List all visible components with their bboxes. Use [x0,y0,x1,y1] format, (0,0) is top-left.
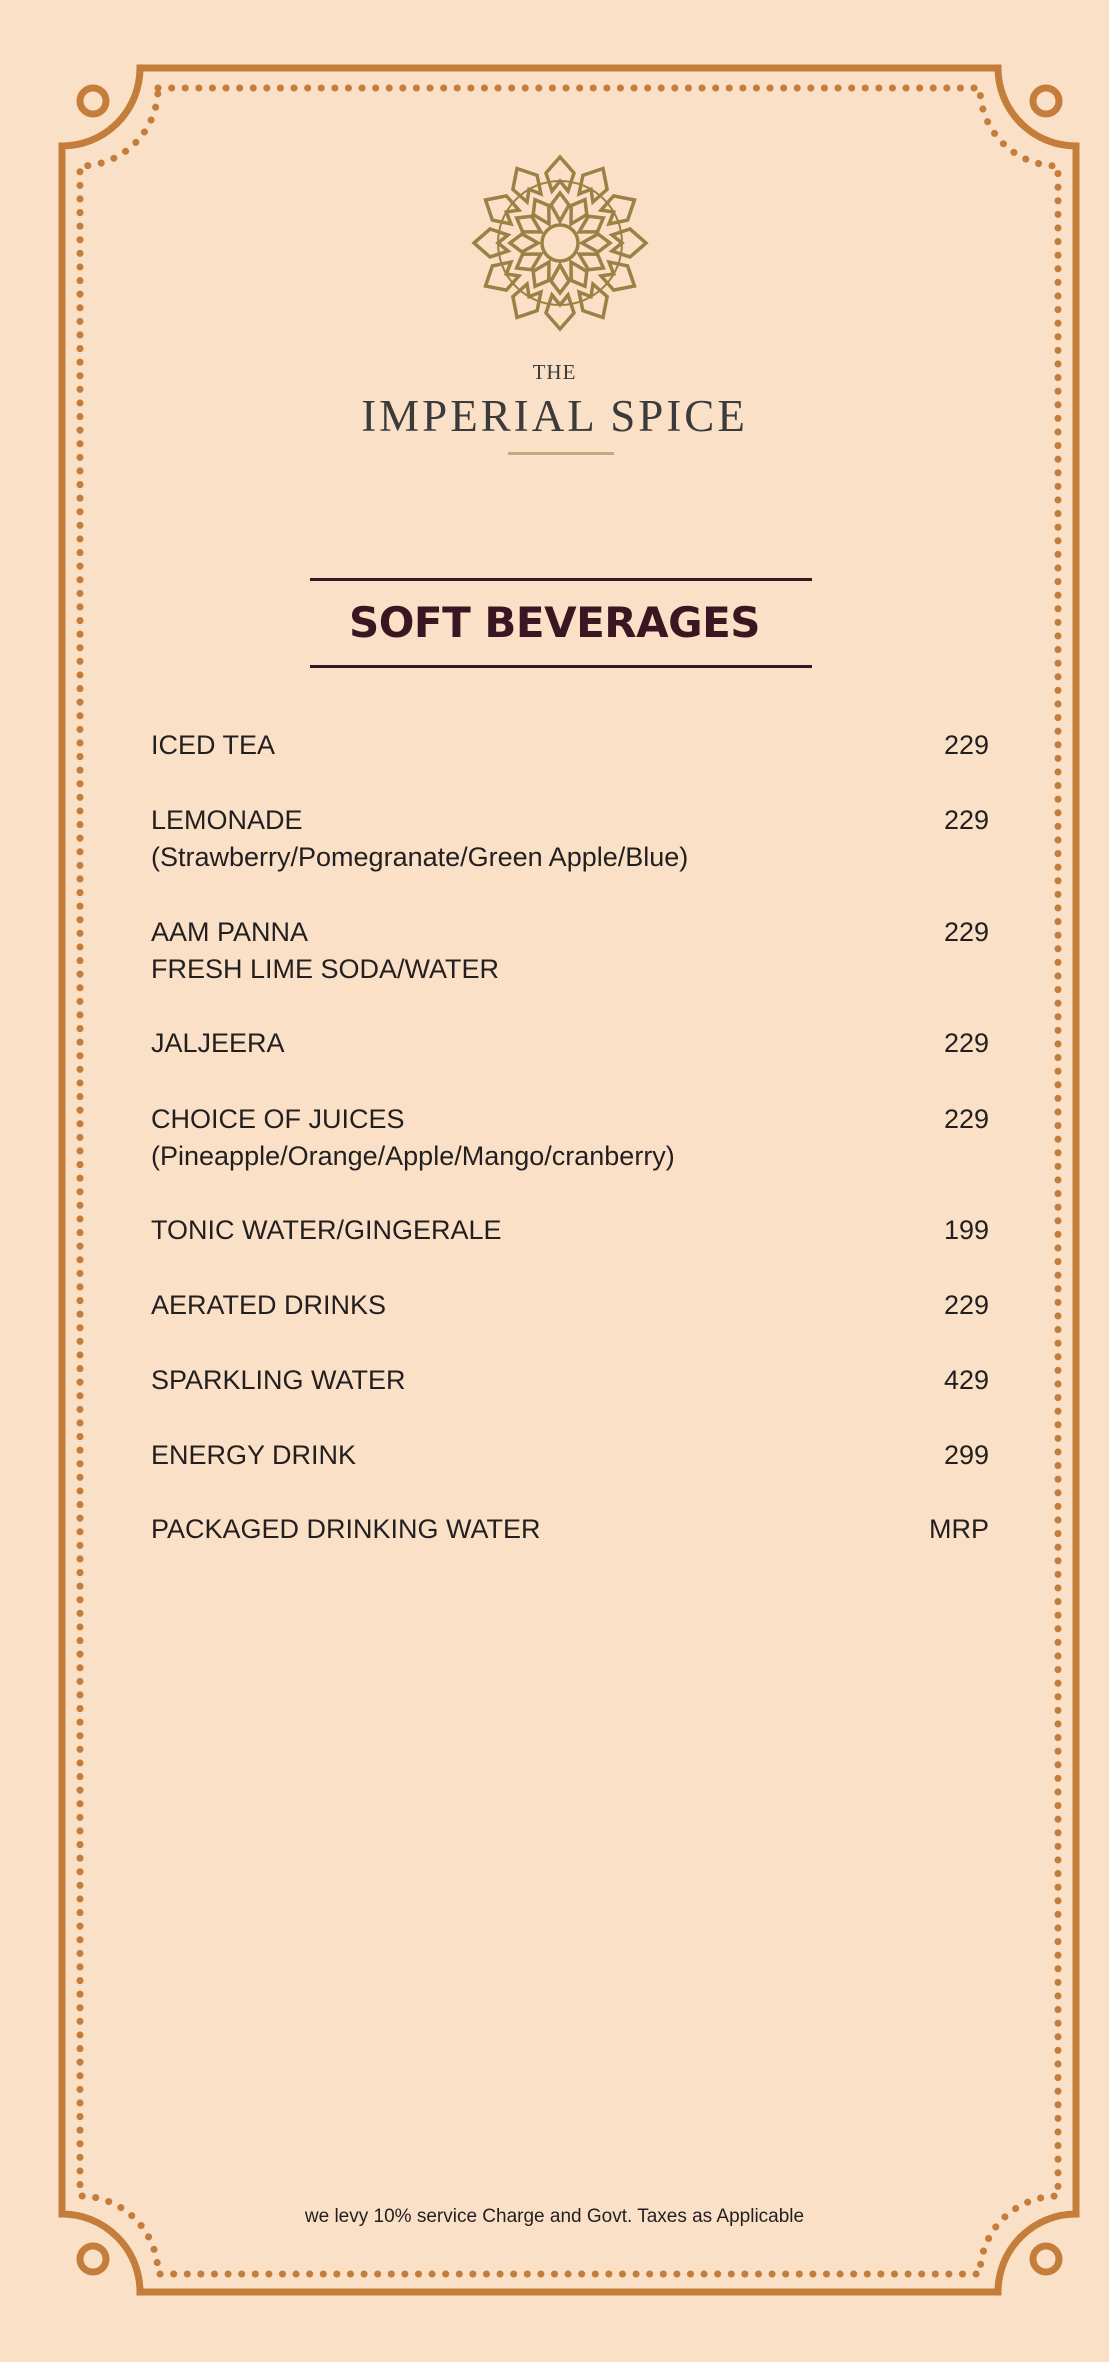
item-price: 199 [943,1215,989,1245]
item-price: 229 [943,730,989,760]
item-name: LEMONADE [151,805,303,835]
title-rule-bottom [310,665,812,668]
service-charge-note: we levy 10% service Charge and Govt. Taxes as Applicable [304,2206,805,2227]
corner-ring-bottom-right [1033,2246,1059,2272]
item-price: MRP [929,1514,989,1544]
corner-ring-top-right [1033,88,1059,114]
item-description: (Pineapple/Orange/Apple/Mango/cranberry) [151,1141,675,1171]
item-price: 299 [943,1440,989,1470]
item-name: AAM PANNA [151,917,309,947]
item-name: AERATED DRINKS [151,1290,387,1320]
item-name: PACKAGED DRINKING WATER [151,1514,541,1544]
mandala-emblem-icon [470,152,650,334]
item-name: ICED TEA [151,730,276,760]
item-price: 229 [943,1028,989,1058]
corner-ring-top-left [80,88,106,114]
item-price: 229 [943,1104,989,1134]
item-description: (Strawberry/Pomegranate/Green Apple/Blue) [151,842,689,872]
item-name: JALJEERA [151,1028,285,1058]
item-price: 229 [943,917,989,947]
item-price: 429 [943,1365,989,1395]
item-name: ENERGY DRINK [151,1440,357,1470]
brand-underline [508,452,614,455]
item-name: SPARKLING WATER [151,1365,406,1395]
corner-ring-bottom-left [80,2246,106,2272]
item-name: TONIC WATER/GINGERALE [151,1215,502,1245]
item-price: 229 [943,805,989,835]
item-name: CHOICE OF JUICES [151,1104,405,1134]
restaurant-name: IMPERIAL SPICE [361,391,748,441]
item-description: FRESH LIME SODA/WATER [151,954,500,984]
brand-prefix: THE [532,360,577,384]
section-title: SOFT BEVERAGES [348,598,761,647]
title-rule-top [310,578,812,581]
item-price: 229 [943,1290,989,1320]
